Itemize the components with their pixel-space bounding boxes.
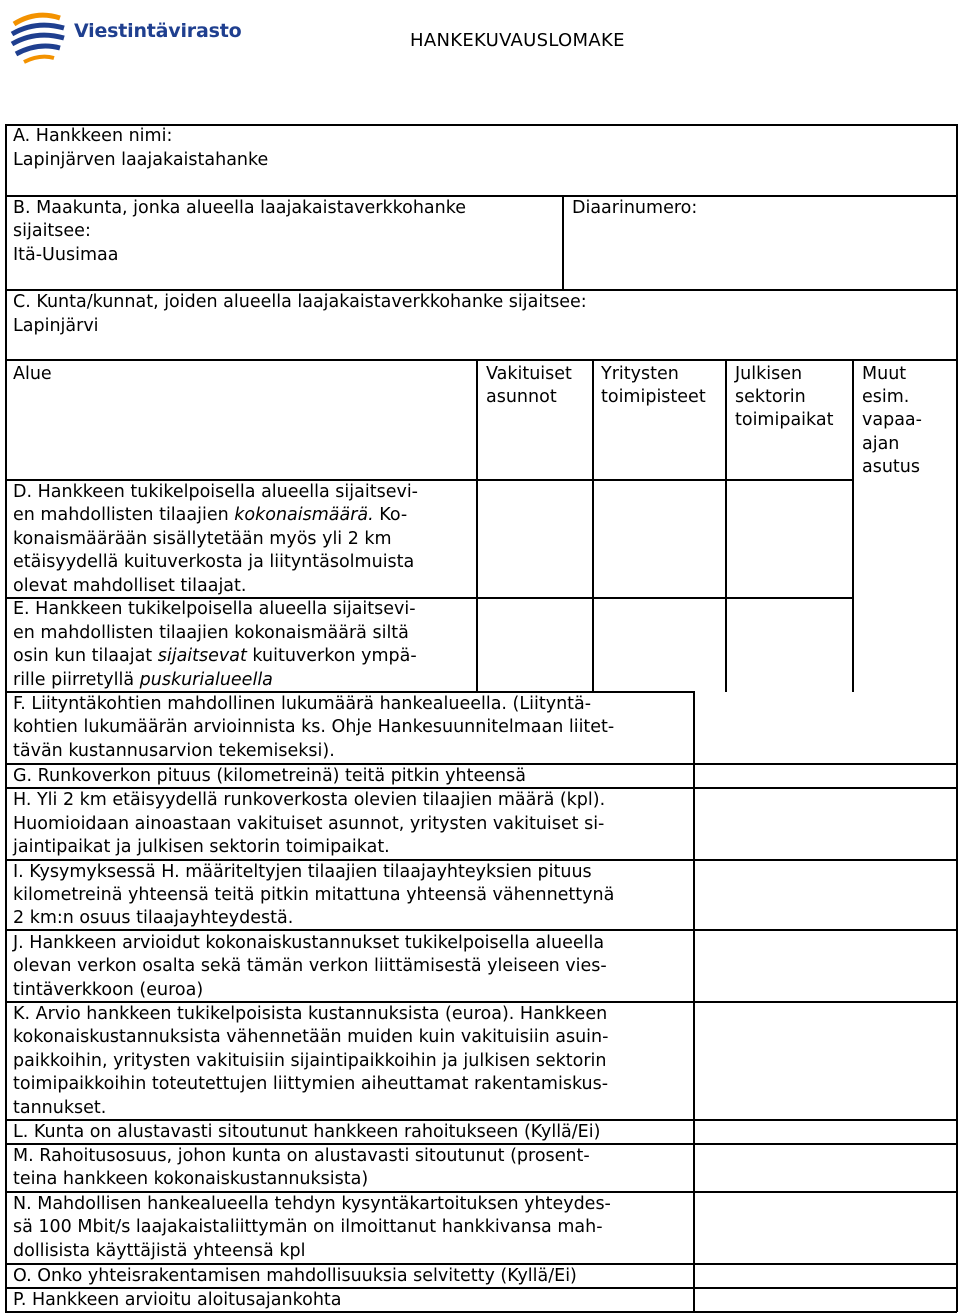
row-p-line1: P. Hankkeen arvioitu aloitusajankohta	[13, 1290, 342, 1310]
row-h-line1: H. Yli 2 km etäisyydellä runkoverkosta olevien tilaajien määrä (kpl).	[13, 790, 606, 810]
row-k-line5: tannukset.	[13, 1098, 107, 1118]
row-i-line1: I. Kysymyksessä H. määriteltyjen tilaajien tilaajayhteyksien pituus	[13, 862, 592, 882]
header-public-line3: toimipaikat	[735, 410, 834, 430]
header-other-line2: esim.	[862, 387, 910, 407]
row-k-line2: kokonaiskustannuksista vähennetään muiden kuin vakituisiin asuin-	[13, 1027, 609, 1047]
header-public-line2: sektorin	[735, 387, 806, 407]
row-e-line3: osin kun tilaajat sijaitsevat kuituverkon ympä-	[13, 646, 417, 666]
row-e-line4: rille piirretyllä puskurialueella	[13, 670, 273, 690]
row-i-line2: kilometreinä yhteensä teitä pitkin mitattuna yhteensä vähennettynä	[13, 885, 615, 905]
form-title: HANKEKUVAUSLOMAKE	[410, 30, 625, 51]
header-public-line1: Julkisen	[735, 364, 803, 384]
col-divider-public-other	[852, 359, 854, 692]
table-border-left	[5, 124, 7, 1312]
row-n-line3: dollisista käyttäjistä yhteensä kpl	[13, 1241, 306, 1261]
row-j-line1: J. Hankkeen arvioidut kokonaiskustannukset tukikelpoisella alueella	[13, 933, 605, 953]
row-h-line3: jaintipaikat ja julkisen sektorin toimipaikat.	[13, 837, 390, 857]
table-border-right	[956, 124, 958, 1312]
row-divider-c-header	[5, 359, 957, 361]
row-f-line3: tävän kustannusarvion tekemiseksi).	[13, 741, 335, 761]
row-o-line1: O. Onko yhteisrakentamisen mahdollisuuksia selvitetty (Kyllä/Ei)	[13, 1266, 577, 1286]
row-m-line2: teina hankkeen kokonaiskustannuksista)	[13, 1169, 369, 1189]
row-e-line2: en mahdollisten tilaajien kokonaismäärä siltä	[13, 623, 409, 643]
col-divider-area-homes	[476, 359, 478, 692]
row-d-line1: D. Hankkeen tukikelpoisella alueella sijaitsevi-	[13, 482, 418, 502]
row-j-line3: tintäverkkoon (euroa)	[13, 980, 204, 1000]
header-other-line1: Muut	[862, 364, 907, 384]
header-area: Alue	[13, 364, 52, 384]
section-b-label-line1: B. Maakunta, jonka alueella laajakaistaverkkohanke	[13, 198, 467, 218]
header-homes-line1: Vakituiset	[486, 364, 572, 384]
row-d-line4: etäisyydellä kuituverkosta ja liityntäsolmuista	[13, 552, 415, 572]
row-g-line1: G. Runkoverkon pituus (kilometreinä) teitä pitkin yhteensä	[13, 766, 526, 786]
row-n-line2: sä 100 Mbit/s laajakaistaliittymän on ilmoittanut hankkivansa mah-	[13, 1217, 603, 1237]
col-divider-companies-public	[725, 359, 727, 692]
section-a-label: A. Hankkeen nimi:	[13, 126, 173, 146]
logo-globe-icon	[8, 4, 72, 64]
row-n-line1: N. Mahdollisen hankealueella tehdyn kysyntäkartoituksen yhteydes-	[13, 1194, 611, 1214]
row-f-line1: F. Liityntäkohtien mahdollinen lukumäärä hankealueella. (Liityntä-	[13, 694, 592, 714]
diary-divider	[562, 195, 564, 290]
row-e-line1: E. Hankkeen tukikelpoisella alueella sijaitsevi-	[13, 599, 416, 619]
row-d-line5: olevat mahdolliset tilaajat.	[13, 576, 247, 596]
header-other-line3: vapaa-	[862, 410, 922, 430]
section-a-value: Lapinjärven laajakaistahanke	[13, 150, 269, 170]
row-j-line2: olevan verkon osalta sekä tämän verkon liittämisestä yleiseen vies-	[13, 956, 607, 976]
section-c-label: C. Kunta/kunnat, joiden alueella laajakaistaverkkohanke sijaitsee:	[13, 292, 587, 312]
row-d-line3: konaismäärään sisällytetään myös yli 2 km	[13, 529, 392, 549]
section-b-label-line2: sijaitsee:	[13, 221, 91, 241]
section-c-value: Lapinjärvi	[13, 316, 99, 336]
header-companies-line2: toimipisteet	[601, 387, 706, 407]
header-other-line5: asutus	[862, 457, 921, 477]
row-k-line4: toimipaikkoihin toteutettujen liittymien aiheuttamat rakentamiskus-	[13, 1074, 609, 1094]
row-m-line1: M. Rahoitusosuus, johon kunta on alustavasti sitoutunut (prosent-	[13, 1146, 590, 1166]
row-k-line3: paikkoihin, yritysten vakituisiin sijaintipaikkoihin ja julkisen sektorin	[13, 1051, 607, 1071]
col-divider-homes-companies	[592, 359, 594, 692]
row-k-line1: K. Arvio hankkeen tukikelpoisista kustannuksista (euroa). Hankkeen	[13, 1004, 608, 1024]
row-f-line2: kohtien lukumäärän arvioinnista ks. Ohje Hankesuunnitelmaan liitet-	[13, 717, 615, 737]
diary-number-label: Diaarinumero:	[572, 198, 698, 218]
header-companies-line1: Yritysten	[601, 364, 679, 384]
row-d-line2: en mahdollisten tilaajien kokonaismäärä. Ko-	[13, 505, 408, 525]
header-homes-line2: asunnot	[486, 387, 557, 407]
answer-col-divider	[693, 691, 695, 1312]
row-l-line1: L. Kunta on alustavasti sitoutunut hankkeen rahoitukseen (Kyllä/Ei)	[13, 1122, 601, 1142]
row-i-line3: 2 km:n osuus tilaajayhteydestä.	[13, 908, 294, 928]
row-h-line2: Huomioidaan ainoastaan vakituiset asunnot, yritysten vakituiset si-	[13, 814, 605, 834]
section-b-value: Itä-Uusimaa	[13, 245, 119, 265]
header-other-line4: ajan	[862, 434, 900, 454]
logo-text: Viestintävirasto	[74, 20, 242, 42]
